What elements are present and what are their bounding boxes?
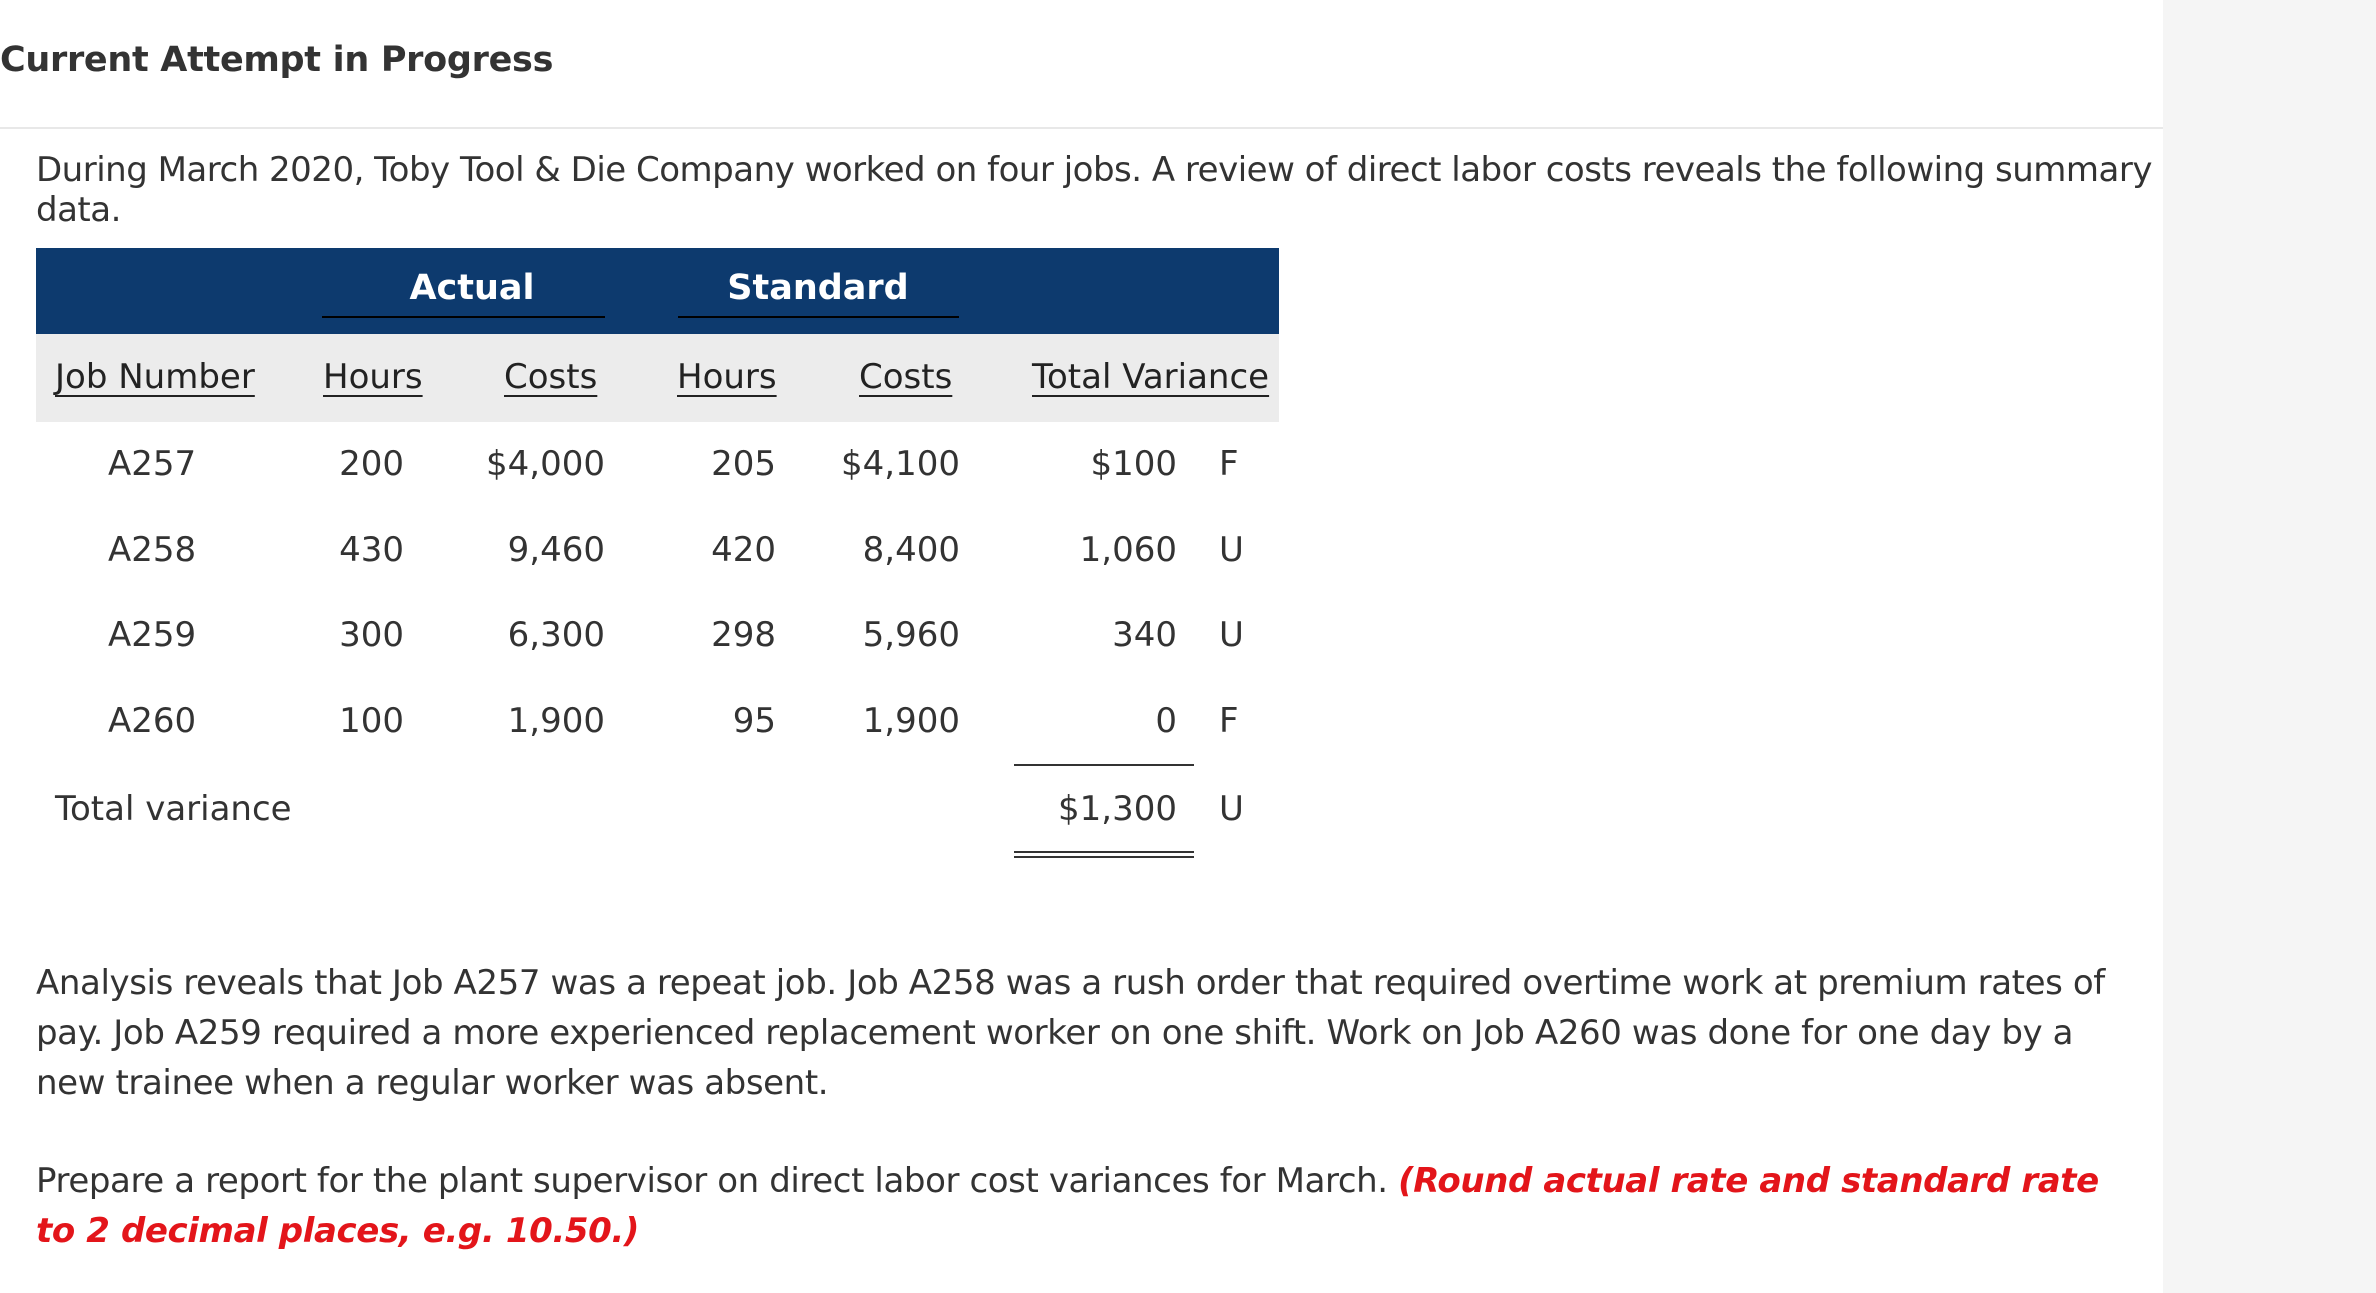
row-a258-variance: 1,060: [1079, 530, 1177, 570]
intro-text: During March 2020, Toby Tool & Die Company worked on four jobs. A review of direct labor costs reveals the following summary data.: [36, 150, 2152, 230]
row-a259-job: A259: [108, 615, 197, 655]
actual-group-label: Actual: [409, 268, 535, 308]
instruction-text: [36, 1156, 2136, 1256]
analysis-text: Analysis reveals that Job A257 was a repeat job. Job A258 was a rush order that required overtime work at premium rates of pay. Job A259 required a more experienced replacement worker on one shift. Work on Job A260 was done for one day by a new trainee when a regular worker was absent.: [36, 963, 2105, 1103]
row-a257-variance: $100: [1090, 444, 1177, 484]
row-a258-variance-flag: U: [1219, 530, 1244, 570]
row-a259-standard-costs: 5,960: [862, 615, 960, 655]
row-a259-variance: 340: [1112, 615, 1177, 655]
row-a260-actual-costs: 1,900: [507, 701, 605, 741]
subtotal-rule: [1014, 764, 1194, 766]
row-a260-variance: 0: [1155, 701, 1177, 741]
total-double-rule-bottom: [1014, 856, 1194, 858]
row-a260-variance-flag: F: [1219, 701, 1239, 741]
header-divider: [0, 127, 2163, 129]
instruction-main: Prepare a report for the plant supervisor on direct labor cost variances for March.: [36, 1161, 1388, 1201]
col-actual-hours: Hours: [323, 357, 423, 397]
rounding-note: (Round actual rate and standard rate to 2 decimal places, e.g. 10.50.): [36, 1161, 2099, 1251]
row-a260-standard-costs: 1,900: [862, 701, 960, 741]
row-a260-standard-hours: 95: [732, 701, 776, 741]
col-actual-costs: Costs: [504, 357, 598, 397]
table-group-header: [36, 248, 1279, 334]
row-a259-actual-hours: 300: [339, 615, 404, 655]
row-a257-variance-flag: F: [1219, 444, 1239, 484]
col-job-number: Job Number: [55, 357, 255, 397]
total-variance-flag: U: [1219, 789, 1244, 829]
col-standard-costs: Costs: [859, 357, 953, 397]
total-variance-value: $1,300: [1058, 789, 1177, 829]
row-a257-actual-costs: $4,000: [486, 444, 605, 484]
row-a258-actual-costs: 9,460: [507, 530, 605, 570]
right-gutter: [2163, 0, 2376, 1293]
row-a257-actual-hours: 200: [339, 444, 404, 484]
actual-group-rule: [322, 316, 605, 318]
row-a257-job: A257: [108, 444, 197, 484]
row-a259-standard-hours: 298: [711, 615, 776, 655]
total-variance-label: Total variance: [55, 789, 292, 829]
total-double-rule-top: [1014, 851, 1194, 853]
row-a259-variance-flag: U: [1219, 615, 1244, 655]
col-standard-hours: Hours: [677, 357, 777, 397]
row-a258-job: A258: [108, 530, 197, 570]
row-a260-job: A260: [108, 701, 197, 741]
row-a257-standard-hours: 205: [711, 444, 776, 484]
standard-group-rule: [678, 316, 959, 318]
standard-group-label: Standard: [727, 268, 909, 308]
row-a258-actual-hours: 430: [339, 530, 404, 570]
row-a258-standard-hours: 420: [711, 530, 776, 570]
row-a259-actual-costs: 6,300: [507, 615, 605, 655]
row-a260-actual-hours: 100: [339, 701, 404, 741]
row-a258-standard-costs: 8,400: [862, 530, 960, 570]
row-a257-standard-costs: $4,100: [841, 444, 960, 484]
attempt-header: Current Attempt in Progress: [0, 40, 554, 80]
col-total-variance: Total Variance: [1032, 357, 1270, 397]
